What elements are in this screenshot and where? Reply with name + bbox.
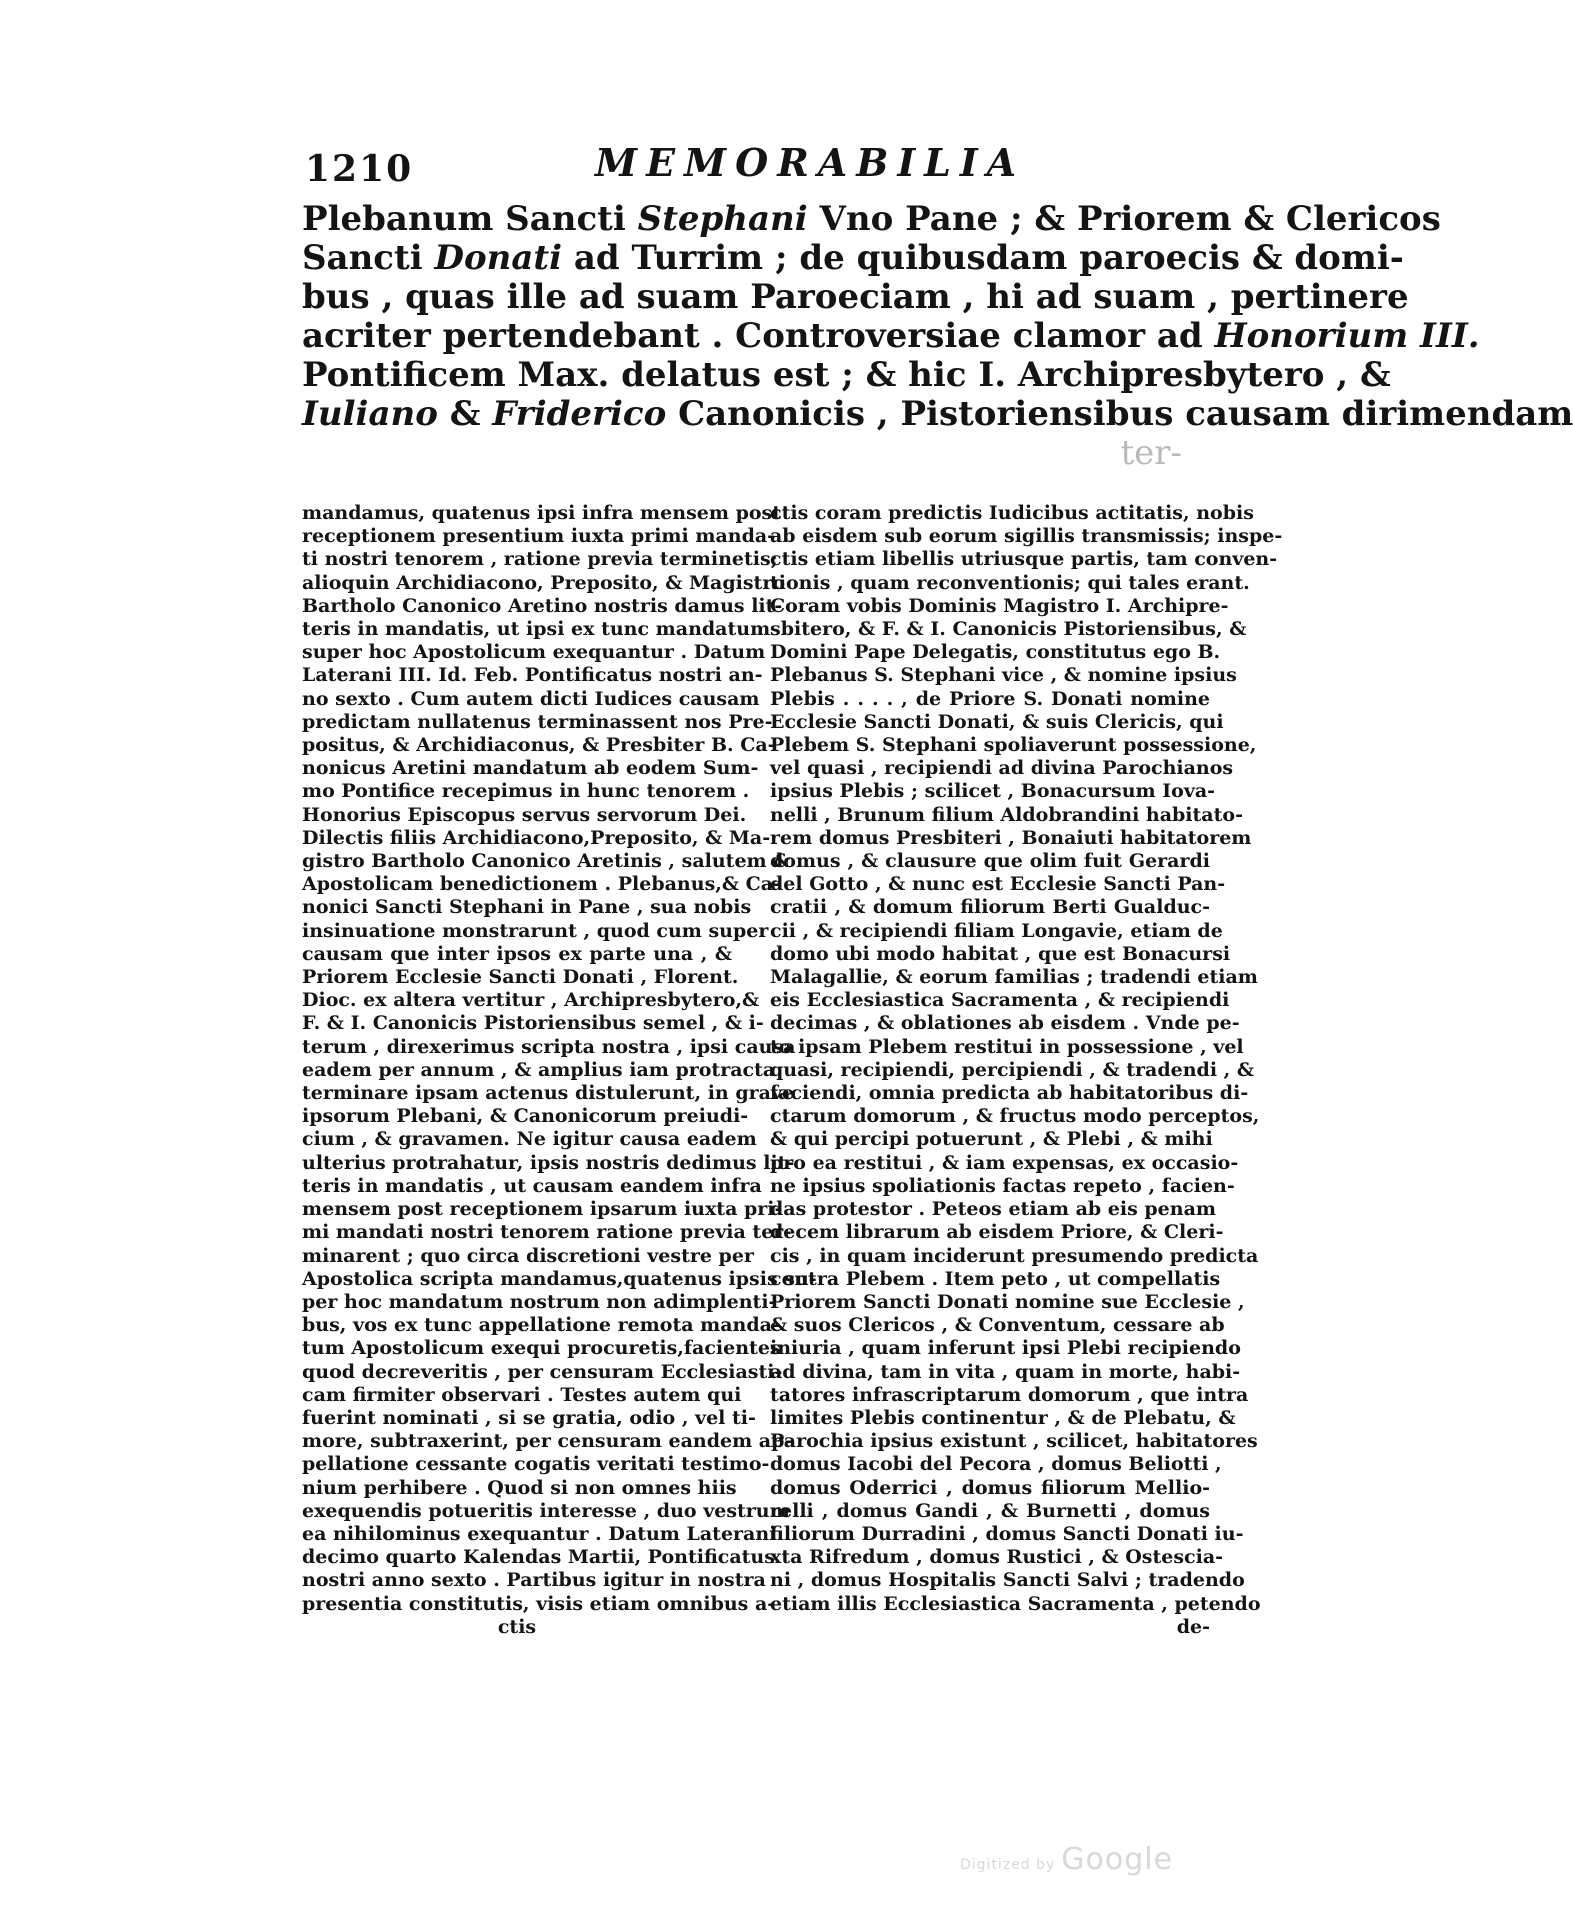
- text-line: bus, vos ex tunc appellatione remota manda-: [302, 1314, 780, 1337]
- text-line: domo ubi modo habitat , que est Bonacursi: [770, 942, 1231, 965]
- text-line: exequendis potueritis interesse , duo vestrum: [302, 1499, 790, 1522]
- text-line: nonicus Aretini mandatum ab eodem Sum-: [302, 757, 759, 780]
- text-line: sbitero, & F. & I. Canonicis Pistoriensibus, &: [770, 618, 1247, 641]
- text-line: ulterius protrahatur, ipsis nostris dedimus lit-: [302, 1151, 795, 1174]
- text-line: ab eisdem sub eorum sigillis transmissis; inspe-: [770, 525, 1283, 548]
- intro-line: Pontificem Max. delatus est ; & hic I. Archipresbytero , &: [302, 355, 1391, 395]
- text-line: Apostolicam benedictionem . Plebanus,& Ca-: [302, 873, 781, 896]
- text-line: domus , & clausure que olim fuit Gerardi: [770, 850, 1210, 873]
- text-line: contra Plebem . Item peto , ut compellatis: [770, 1267, 1221, 1290]
- text-line: cii , & recipiendi filiam Longavie, etiam de: [770, 919, 1223, 942]
- text-line: ctarum domorum , & fructus modo perceptos,: [770, 1105, 1260, 1128]
- text-line: Bartholo Canonico Aretino nostris damus lit-: [302, 594, 783, 617]
- text-line: ti nostri tenorem , ratione previa terminetis;: [302, 548, 778, 571]
- text-line: relli , domus Gandi , & Burnetti , domus: [770, 1499, 1210, 1522]
- text-line: faciendi, omnia predicta ab habitatoribus di-: [770, 1082, 1249, 1105]
- text-line: decem librarum ab eisdem Priore, & Cleri-: [770, 1221, 1224, 1244]
- watermark-brand: Google: [1061, 1842, 1174, 1877]
- text-line: domus Iacobi del Pecora , domus Beliotti ,: [770, 1453, 1222, 1476]
- text-line: alioquin Archidiacono, Preposito, & Magistro: [302, 571, 785, 594]
- text-line: Apostolica scripta mandamus,quatenus ipsis su-: [302, 1267, 817, 1290]
- text-line: Coram vobis Dominis Magistro I. Archipre-: [770, 594, 1229, 617]
- text-line: more, subtraxerint, per censuram eandem ap-: [302, 1430, 793, 1453]
- intro-line: Plebanum Sancti Stephani Vno Pane ; & Priorem & Clericos: [302, 199, 1441, 239]
- text-line: Plebis . . . . , de Priore S. Donati nomine: [770, 687, 1210, 710]
- text-line: Dilectis filiis Archidiacono,Preposito, & Ma-: [302, 826, 771, 849]
- text-line: positus, & Archidiaconus, & Presbiter B. Ca-: [302, 734, 776, 757]
- page-header: [305, 140, 1205, 200]
- text-line: terum , direxerimus scripta nostra , ipsi causa: [302, 1035, 796, 1058]
- text-line: & qui percipi potuerunt , & Plebi , & mihi: [770, 1128, 1213, 1151]
- text-line: quasi, recipiendi, percipiendi , & tradendi , &: [770, 1058, 1255, 1081]
- text-line: ea nihilominus exequantur . Datum Laterani: [302, 1522, 777, 1545]
- text-line: fuerint nominati , si se gratia, odio , vel ti-: [302, 1406, 756, 1429]
- text-line: super hoc Apostolicum exequantur . Datum: [302, 641, 766, 664]
- text-line: rem domus Presbiteri , Bonaiuti habitatorem: [770, 826, 1252, 849]
- intro-paragraph: [302, 199, 1573, 473]
- text-line: quod decreveritis , per censuram Ecclesiasti-: [302, 1360, 783, 1383]
- text-line: receptionem presentium iuxta primi manda-: [302, 525, 776, 548]
- running-title: MEMORABILIA: [595, 140, 1026, 185]
- text-line: F. & I. Canonicis Pistoriensibus semel , & i-: [302, 1012, 764, 1035]
- intro-line: bus , quas ille ad suam Paroeciam , hi ad suam , pertinere: [302, 277, 1409, 317]
- watermark-prefix: Digitized by: [960, 1857, 1056, 1873]
- text-line: to ipsam Plebem restitui in possessione , vel: [770, 1035, 1244, 1058]
- text-line: cis , in quam inciderunt presumendo predicta: [770, 1244, 1259, 1267]
- text-line: ctis etiam libellis utriusque partis, tam conven-: [770, 548, 1278, 571]
- text-line: insinuatione monstrarunt , quod cum super: [302, 919, 769, 942]
- text-line: per hoc mandatum nostrum non adimplenti-: [302, 1290, 777, 1313]
- text-line: Malagallie, & eorum familias ; tradendi etiam: [770, 966, 1258, 989]
- text-line: Domini Pape Delegatis, constitutus ego B.: [770, 641, 1221, 664]
- text-line: eadem per annum , & amplius iam protracta: [302, 1058, 776, 1081]
- text-line: tum Apostolicum exequi procuretis,facientes: [302, 1337, 781, 1360]
- text-line: limites Plebis continentur , & de Plebatu, &: [770, 1406, 1236, 1429]
- text-line: predictam nullatenus terminassent nos Pre-: [302, 710, 773, 733]
- text-line: cium , & gravamen. Ne igitur causa eadem: [302, 1128, 757, 1151]
- text-line: Ecclesie Sancti Donati, & suis Clericis, qui: [770, 710, 1224, 733]
- text-line: del Gotto , & nunc est Ecclesie Sancti Pan-: [770, 873, 1226, 896]
- text-line: nelli , Brunum filium Aldobrandini habitato-: [770, 803, 1243, 826]
- text-line: presentia constitutis, visis etiam omnibus a-: [302, 1592, 776, 1615]
- text-line: Priorem Ecclesie Sancti Donati , Florent.: [302, 966, 739, 989]
- text-line: iniuria , quam inferunt ipsi Plebi recipiendo: [770, 1337, 1241, 1360]
- text-line: ipsorum Plebani, & Canonicorum preiudi-: [302, 1105, 749, 1128]
- intro-line: Sancti Donati ad Turrim ; de quibusdam paroecis & domi-: [302, 238, 1404, 278]
- text-line: Laterani III. Id. Feb. Pontificatus nostri an-: [302, 664, 763, 687]
- text-line: ni , domus Hospitalis Sancti Salvi ; tradendo: [770, 1569, 1245, 1592]
- text-line: mensem post receptionem ipsarum iuxta pri-: [302, 1198, 783, 1221]
- left-column: [302, 502, 817, 1639]
- text-line: teris in mandatis , ut causam eandem infra: [302, 1174, 762, 1197]
- text-line: ad divina, tam in vita , quam in morte, habi-: [770, 1360, 1241, 1383]
- page-number: 1210: [305, 148, 414, 190]
- text-line: etiam illis Ecclesiastica Sacramenta , petendo: [770, 1592, 1261, 1615]
- text-line: ipsius Plebis ; scilicet , Bonacursum Iova-: [770, 780, 1216, 803]
- text-line: eis Ecclesiastica Sacramenta , & recipiendi: [770, 989, 1230, 1012]
- text-line: decimas , & oblationes ab eisdem . Vnde pe-: [770, 1012, 1240, 1035]
- intro-line-faded: ter-: [1120, 433, 1182, 473]
- text-line: tatores infrascriptarum domorum , que intra: [770, 1383, 1249, 1406]
- intro-line: acriter pertendebant . Controversiae clamor ad Honorium III.: [302, 316, 1480, 356]
- text-line: Plebem S. Stephani spoliaverunt possessione,: [770, 734, 1257, 757]
- text-line: Plebanus S. Stephani vice , & nomine ipsius: [770, 664, 1237, 687]
- text-line: ne ipsius spoliationis factas repeto , facien-: [770, 1174, 1235, 1197]
- digitized-watermark: [960, 1842, 1173, 1877]
- right-column: [770, 502, 1283, 1639]
- text-line: pro ea restitui , & iam expensas, ex occasio-: [770, 1151, 1239, 1174]
- text-line: tionis , quam reconventionis; qui tales erant.: [770, 571, 1250, 594]
- text-line: terminare ipsam actenus distulerunt, in grave: [302, 1082, 795, 1105]
- text-line: no sexto . Cum autem dicti Iudices causam: [302, 687, 760, 710]
- text-line: mandamus, quatenus ipsi infra mensem post: [302, 502, 781, 524]
- text-line: nostri anno sexto . Partibus igitur in nostra: [302, 1569, 766, 1592]
- text-line: minarent ; quo circa discretioni vestre per: [302, 1244, 754, 1267]
- text-line: domus Oderrici , domus filiorum Mellio-: [770, 1476, 1210, 1499]
- text-line: xta Rifredum , domus Rustici , & Ostescia-: [770, 1546, 1224, 1569]
- text-line: Dioc. ex altera vertitur , Archipresbytero,&: [302, 989, 760, 1012]
- text-line: cam firmiter observari . Testes autem qui: [302, 1383, 742, 1406]
- text-line: Parochia ipsius existunt , scilicet, habitatores: [770, 1430, 1258, 1453]
- intro-line: Iuliano & Friderico Canonicis , Pistoriensibus causam dirimendam: [302, 394, 1573, 434]
- text-line: pellatione cessante cogatis veritati testimo-: [302, 1453, 770, 1476]
- text-line: mi mandati nostri tenorem ratione previa ter-: [302, 1221, 792, 1244]
- text-line: nonici Sancti Stephani in Pane , sua nobis: [302, 896, 752, 919]
- text-line: das protestor . Peteos etiam ab eis penam: [770, 1198, 1216, 1221]
- text-line: teris in mandatis, ut ipsi ex tunc mandatum: [302, 618, 771, 641]
- text-line: gistro Bartholo Canonico Aretinis , salutem &: [302, 850, 791, 873]
- text-line: causam que inter ipsos ex parte una , &: [302, 942, 732, 965]
- text-line: & suos Clericos , & Conventum, cessare ab: [770, 1314, 1225, 1337]
- text-line: ctis coram predictis Iudicibus actitatis, nobis: [770, 502, 1254, 524]
- text-line: mo Pontifice recepimus in hunc tenorem .: [302, 780, 750, 803]
- text-line: Honorius Episcopus servus servorum Dei.: [302, 803, 747, 826]
- text-line: nium perhibere . Quod si non omnes hiis: [302, 1476, 737, 1499]
- text-line: filiorum Durradini , domus Sancti Donati iu-: [770, 1522, 1244, 1545]
- text-line: de-: [1176, 1615, 1210, 1638]
- text-line: Priorem Sancti Donati nomine sue Ecclesie ,: [770, 1290, 1245, 1313]
- text-line: ctis: [497, 1615, 537, 1638]
- text-line: vel quasi , recipiendi ad divina Parochianos: [770, 757, 1234, 780]
- text-line: cratii , & domum filiorum Berti Gualduc-: [770, 896, 1210, 919]
- text-line: decimo quarto Kalendas Martii, Pontificatus: [302, 1546, 775, 1569]
